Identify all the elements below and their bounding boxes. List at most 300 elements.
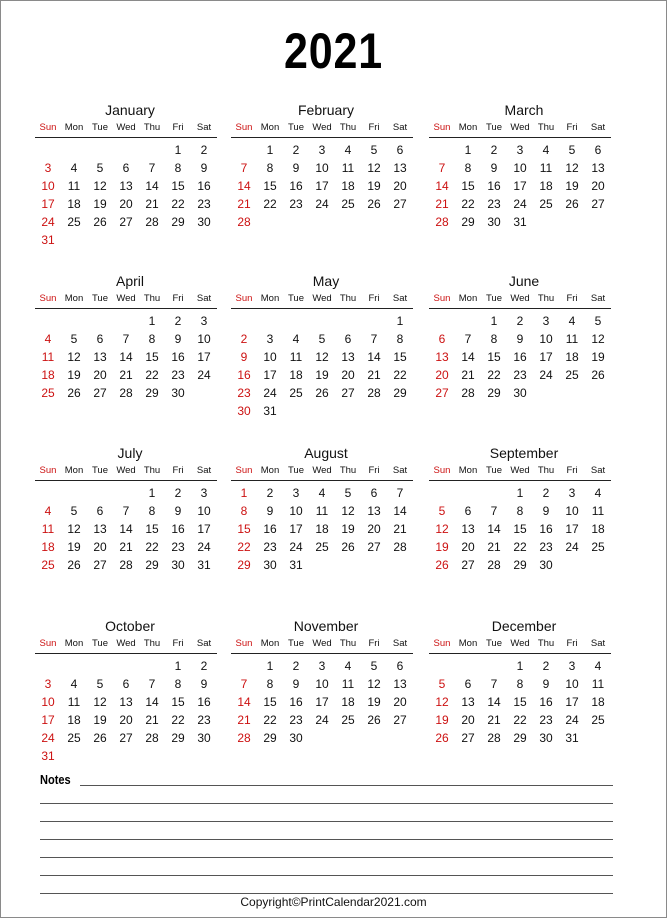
week-row — [35, 312, 217, 330]
day-cell: 28 — [145, 215, 159, 229]
day-cell: 29 — [487, 386, 501, 400]
day-cell: 23 — [513, 368, 527, 382]
day-cell: 16 — [289, 695, 303, 709]
day-cell: 1 — [266, 659, 274, 673]
day-cell: 14 — [435, 179, 449, 193]
weekday-thu: Thu — [339, 638, 357, 649]
day-cell: 18 — [67, 713, 81, 727]
day-cell: 28 — [119, 386, 133, 400]
day-cell: 27 — [341, 386, 355, 400]
weekday-sun: Sun — [433, 465, 451, 476]
day-cell: 14 — [487, 695, 501, 709]
day-cell: 10 — [539, 332, 553, 346]
month-name: April — [115, 273, 144, 289]
day-cell: 12 — [367, 677, 381, 691]
day-cell: 25 — [67, 215, 81, 229]
day-cell: 20 — [393, 179, 407, 193]
weekday-mon: Mon — [458, 638, 478, 649]
weekday-tue: Tue — [485, 638, 503, 649]
day-cell: 15 — [171, 179, 185, 193]
day-cell: 16 — [539, 522, 553, 536]
day-cell: 7 — [240, 161, 248, 175]
day-cell: 8 — [266, 677, 274, 691]
day-cell: 28 — [487, 558, 501, 572]
day-cell: 1 — [464, 143, 472, 157]
day-cell: 21 — [145, 197, 159, 211]
month-name: August — [304, 445, 348, 461]
day-cell: 14 — [145, 179, 159, 193]
month-name: May — [312, 273, 340, 289]
day-cell: 8 — [516, 504, 524, 518]
day-cell: 13 — [435, 350, 449, 364]
week-row — [35, 231, 217, 249]
header-rule — [429, 137, 611, 138]
month-name: March — [504, 102, 544, 118]
week-row — [35, 657, 217, 675]
year-title: 2021 — [283, 23, 384, 79]
week-row — [35, 538, 217, 556]
week-row — [231, 538, 413, 556]
weekday-wed: Wed — [312, 293, 332, 304]
week-row — [35, 384, 217, 402]
day-cell: 22 — [487, 368, 501, 382]
weekday-mon: Mon — [458, 293, 478, 304]
week-row — [35, 675, 217, 693]
day-cell: 6 — [96, 504, 104, 518]
day-cell: 3 — [318, 143, 326, 157]
day-cell: 9 — [292, 161, 300, 175]
day-cell: 26 — [435, 731, 449, 745]
day-cell: 20 — [93, 368, 107, 382]
day-cell: 30 — [539, 558, 553, 572]
day-cell: 15 — [237, 522, 251, 536]
day-cell: 28 — [145, 731, 159, 745]
weekday-thu: Thu — [537, 122, 555, 133]
day-cell: 22 — [513, 713, 527, 727]
day-cell: 13 — [461, 695, 475, 709]
day-cell: 19 — [565, 179, 579, 193]
weekday-fri: Fri — [566, 122, 578, 133]
day-cell: 11 — [341, 677, 355, 691]
weekday-sat: Sat — [392, 293, 408, 304]
week-row — [429, 384, 611, 402]
day-cell: 2 — [292, 143, 300, 157]
day-cell: 15 — [145, 522, 159, 536]
day-cell: 19 — [93, 713, 107, 727]
day-cell: 28 — [487, 731, 501, 745]
day-cell: 29 — [145, 386, 159, 400]
day-cell: 18 — [41, 368, 55, 382]
weekday-fri: Fri — [172, 465, 184, 476]
week-row — [429, 330, 611, 348]
day-cell: 11 — [41, 350, 55, 364]
weekday-mon: Mon — [64, 465, 84, 476]
month-january — [35, 101, 217, 249]
week-row — [231, 177, 413, 195]
month-name: October — [105, 618, 155, 634]
day-cell: 7 — [122, 332, 130, 346]
month-october — [35, 617, 217, 765]
day-cell: 7 — [464, 332, 472, 346]
note-line — [40, 875, 613, 876]
weekday-wed: Wed — [312, 465, 332, 476]
day-cell: 6 — [344, 332, 352, 346]
day-cell: 7 — [490, 504, 498, 518]
weekday-mon: Mon — [260, 465, 280, 476]
day-cell: 17 — [565, 695, 579, 709]
day-cell: 5 — [96, 677, 104, 691]
day-cell: 18 — [67, 197, 81, 211]
day-cell: 23 — [289, 713, 303, 727]
day-cell: 1 — [266, 143, 274, 157]
weekday-sat: Sat — [392, 638, 408, 649]
week-row — [429, 213, 611, 231]
day-cell: 20 — [393, 695, 407, 709]
week-row — [35, 330, 217, 348]
month-name: January — [105, 102, 155, 118]
weekday-fri: Fri — [566, 638, 578, 649]
day-cell: 14 — [237, 695, 251, 709]
day-cell: 11 — [41, 522, 55, 536]
month-june — [429, 272, 611, 402]
day-cell: 24 — [263, 386, 277, 400]
weekday-sat: Sat — [392, 465, 408, 476]
weekday-sat: Sat — [590, 293, 606, 304]
day-cell: 16 — [487, 179, 501, 193]
day-cell: 10 — [289, 504, 303, 518]
day-cell: 24 — [289, 540, 303, 554]
day-cell: 22 — [237, 540, 251, 554]
day-cell: 8 — [490, 332, 498, 346]
month-name: November — [293, 618, 359, 634]
day-cell: 11 — [539, 161, 553, 175]
day-cell: 20 — [341, 368, 355, 382]
day-cell: 12 — [315, 350, 329, 364]
day-cell: 22 — [145, 368, 159, 382]
day-cell: 5 — [438, 504, 446, 518]
day-cell: 2 — [292, 659, 300, 673]
day-cell: 5 — [70, 332, 78, 346]
day-cell: 12 — [435, 522, 449, 536]
day-cell: 8 — [266, 161, 274, 175]
note-line — [40, 893, 613, 894]
day-cell: 27 — [591, 197, 605, 211]
day-cell: 25 — [341, 197, 355, 211]
day-cell: 17 — [41, 197, 55, 211]
day-cell: 13 — [461, 522, 475, 536]
day-cell: 29 — [145, 558, 159, 572]
day-cell: 24 — [197, 540, 211, 554]
month-july — [35, 444, 217, 574]
day-cell: 2 — [200, 143, 208, 157]
day-cell: 3 — [266, 332, 274, 346]
day-cell: 22 — [145, 540, 159, 554]
day-cell: 5 — [96, 161, 104, 175]
day-cell: 19 — [93, 197, 107, 211]
day-cell: 3 — [318, 659, 326, 673]
weekday-tue: Tue — [287, 638, 305, 649]
day-cell: 18 — [41, 540, 55, 554]
day-cell: 16 — [171, 522, 185, 536]
day-cell: 9 — [200, 677, 208, 691]
month-name: December — [491, 618, 557, 634]
header-rule — [35, 137, 217, 138]
day-cell: 2 — [240, 332, 248, 346]
day-cell: 3 — [568, 659, 576, 673]
week-row — [429, 312, 611, 330]
day-cell: 2 — [266, 486, 274, 500]
day-cell: 11 — [591, 504, 605, 518]
day-cell: 15 — [145, 350, 159, 364]
day-cell: 29 — [393, 386, 407, 400]
day-cell: 21 — [461, 368, 475, 382]
weekday-header — [35, 462, 217, 479]
day-cell: 4 — [70, 161, 78, 175]
day-cell: 25 — [41, 558, 55, 572]
weekday-sun: Sun — [39, 122, 57, 133]
week-row — [35, 141, 217, 159]
week-row — [35, 693, 217, 711]
day-cell: 10 — [263, 350, 277, 364]
day-cell: 23 — [171, 368, 185, 382]
day-cell: 6 — [438, 332, 446, 346]
week-row — [35, 729, 217, 747]
weekday-wed: Wed — [116, 293, 136, 304]
day-cell: 8 — [516, 677, 524, 691]
weekday-sun: Sun — [39, 465, 57, 476]
day-cell: 7 — [490, 677, 498, 691]
day-cell: 25 — [591, 713, 605, 727]
weekday-fri: Fri — [368, 465, 380, 476]
week-row — [429, 520, 611, 538]
weekday-wed: Wed — [116, 638, 136, 649]
day-cell: 31 — [565, 731, 579, 745]
day-cell: 10 — [565, 677, 579, 691]
weekday-thu: Thu — [143, 122, 161, 133]
day-cell: 1 — [148, 314, 156, 328]
day-cell: 2 — [174, 314, 182, 328]
note-line — [40, 821, 613, 822]
day-cell: 8 — [464, 161, 472, 175]
week-row — [429, 657, 611, 675]
week-row — [231, 159, 413, 177]
day-cell: 5 — [344, 486, 352, 500]
day-cell: 5 — [568, 143, 576, 157]
day-cell: 5 — [370, 659, 378, 673]
day-cell: 6 — [370, 486, 378, 500]
day-cell: 29 — [171, 215, 185, 229]
week-row — [231, 693, 413, 711]
day-cell: 28 — [367, 386, 381, 400]
week-row — [231, 484, 413, 502]
week-row — [231, 348, 413, 366]
day-cell: 12 — [93, 179, 107, 193]
day-cell: 29 — [513, 731, 527, 745]
weekday-header — [35, 290, 217, 307]
day-cell: 5 — [70, 504, 78, 518]
day-cell: 23 — [539, 713, 553, 727]
month-name: September — [489, 445, 559, 461]
day-cell: 27 — [461, 558, 475, 572]
day-cell: 17 — [513, 179, 527, 193]
day-cell: 7 — [396, 486, 404, 500]
day-cell: 13 — [367, 504, 381, 518]
day-cell: 28 — [435, 215, 449, 229]
week-row — [35, 159, 217, 177]
weekday-sun: Sun — [433, 122, 451, 133]
day-cell: 20 — [119, 713, 133, 727]
day-cell: 9 — [174, 332, 182, 346]
day-cell: 15 — [171, 695, 185, 709]
week-row — [35, 366, 217, 384]
day-cell: 17 — [263, 368, 277, 382]
header-rule — [35, 308, 217, 309]
weekday-mon: Mon — [64, 638, 84, 649]
weekday-header — [231, 462, 413, 479]
day-cell: 9 — [542, 677, 550, 691]
day-cell: 12 — [341, 504, 355, 518]
header-rule — [35, 653, 217, 654]
weekday-fri: Fri — [368, 293, 380, 304]
day-cell: 11 — [67, 695, 81, 709]
day-cell: 9 — [200, 161, 208, 175]
week-row — [429, 177, 611, 195]
day-cell: 21 — [237, 197, 251, 211]
day-cell: 19 — [67, 540, 81, 554]
weekday-thu: Thu — [339, 122, 357, 133]
week-row — [429, 693, 611, 711]
month-april — [35, 272, 217, 402]
day-cell: 4 — [70, 677, 78, 691]
day-cell: 26 — [315, 386, 329, 400]
week-row — [35, 556, 217, 574]
weekday-tue: Tue — [287, 122, 305, 133]
day-cell: 15 — [487, 350, 501, 364]
day-cell: 23 — [197, 713, 211, 727]
day-cell: 2 — [542, 486, 550, 500]
day-cell: 26 — [67, 558, 81, 572]
day-cell: 30 — [513, 386, 527, 400]
day-cell: 24 — [315, 713, 329, 727]
weekday-tue: Tue — [91, 638, 109, 649]
week-row — [35, 213, 217, 231]
day-cell: 16 — [171, 350, 185, 364]
weekday-sun: Sun — [235, 465, 253, 476]
month-march — [429, 101, 611, 231]
weekday-wed: Wed — [510, 293, 530, 304]
day-cell: 18 — [591, 695, 605, 709]
header-rule — [231, 653, 413, 654]
day-cell: 2 — [174, 486, 182, 500]
day-cell: 18 — [539, 179, 553, 193]
week-row — [231, 711, 413, 729]
day-cell: 20 — [367, 522, 381, 536]
day-cell: 16 — [197, 179, 211, 193]
day-cell: 8 — [148, 332, 156, 346]
day-cell: 26 — [565, 197, 579, 211]
week-row — [35, 711, 217, 729]
week-row — [231, 402, 413, 420]
day-cell: 10 — [315, 161, 329, 175]
week-row — [35, 177, 217, 195]
day-cell: 3 — [292, 486, 300, 500]
week-row — [429, 159, 611, 177]
day-cell: 16 — [539, 695, 553, 709]
day-cell: 31 — [41, 233, 55, 247]
day-cell: 30 — [197, 731, 211, 745]
day-cell: 8 — [396, 332, 404, 346]
day-cell: 23 — [289, 197, 303, 211]
notes-label: Notes — [40, 772, 71, 787]
day-cell: 1 — [516, 486, 524, 500]
day-cell: 11 — [591, 677, 605, 691]
day-cell: 15 — [263, 695, 277, 709]
day-cell: 21 — [119, 368, 133, 382]
day-cell: 28 — [237, 215, 251, 229]
day-cell: 27 — [119, 731, 133, 745]
week-row — [429, 366, 611, 384]
week-row — [231, 195, 413, 213]
day-cell: 27 — [461, 731, 475, 745]
day-cell: 4 — [344, 143, 352, 157]
day-cell: 13 — [93, 350, 107, 364]
weekday-wed: Wed — [510, 638, 530, 649]
day-cell: 13 — [119, 695, 133, 709]
day-cell: 19 — [367, 695, 381, 709]
day-cell: 6 — [122, 677, 130, 691]
week-row — [231, 330, 413, 348]
day-cell: 3 — [568, 486, 576, 500]
day-cell: 27 — [93, 558, 107, 572]
day-cell: 8 — [148, 504, 156, 518]
day-cell: 7 — [370, 332, 378, 346]
weekday-fri: Fri — [566, 293, 578, 304]
weekday-fri: Fri — [172, 293, 184, 304]
week-row — [429, 502, 611, 520]
day-cell: 16 — [237, 368, 251, 382]
weekday-thu: Thu — [339, 465, 357, 476]
day-cell: 3 — [44, 677, 52, 691]
day-cell: 22 — [461, 197, 475, 211]
week-row — [231, 141, 413, 159]
day-cell: 25 — [289, 386, 303, 400]
weekday-sun: Sun — [235, 293, 253, 304]
day-cell: 9 — [490, 161, 498, 175]
weekday-header — [35, 635, 217, 652]
week-row — [231, 502, 413, 520]
day-cell: 24 — [513, 197, 527, 211]
header-rule — [231, 308, 413, 309]
weekday-sun: Sun — [235, 638, 253, 649]
weekday-tue: Tue — [287, 465, 305, 476]
day-cell: 23 — [539, 540, 553, 554]
day-cell: 26 — [67, 386, 81, 400]
day-cell: 1 — [240, 486, 248, 500]
day-cell: 12 — [367, 161, 381, 175]
day-cell: 26 — [435, 558, 449, 572]
day-cell: 30 — [171, 558, 185, 572]
header-rule — [429, 308, 611, 309]
day-cell: 29 — [263, 731, 277, 745]
day-cell: 9 — [292, 677, 300, 691]
day-cell: 12 — [67, 350, 81, 364]
weekday-sat: Sat — [196, 293, 212, 304]
day-cell: 3 — [200, 314, 208, 328]
header-rule — [429, 480, 611, 481]
day-cell: 3 — [200, 486, 208, 500]
day-cell: 10 — [197, 504, 211, 518]
day-cell: 24 — [539, 368, 553, 382]
